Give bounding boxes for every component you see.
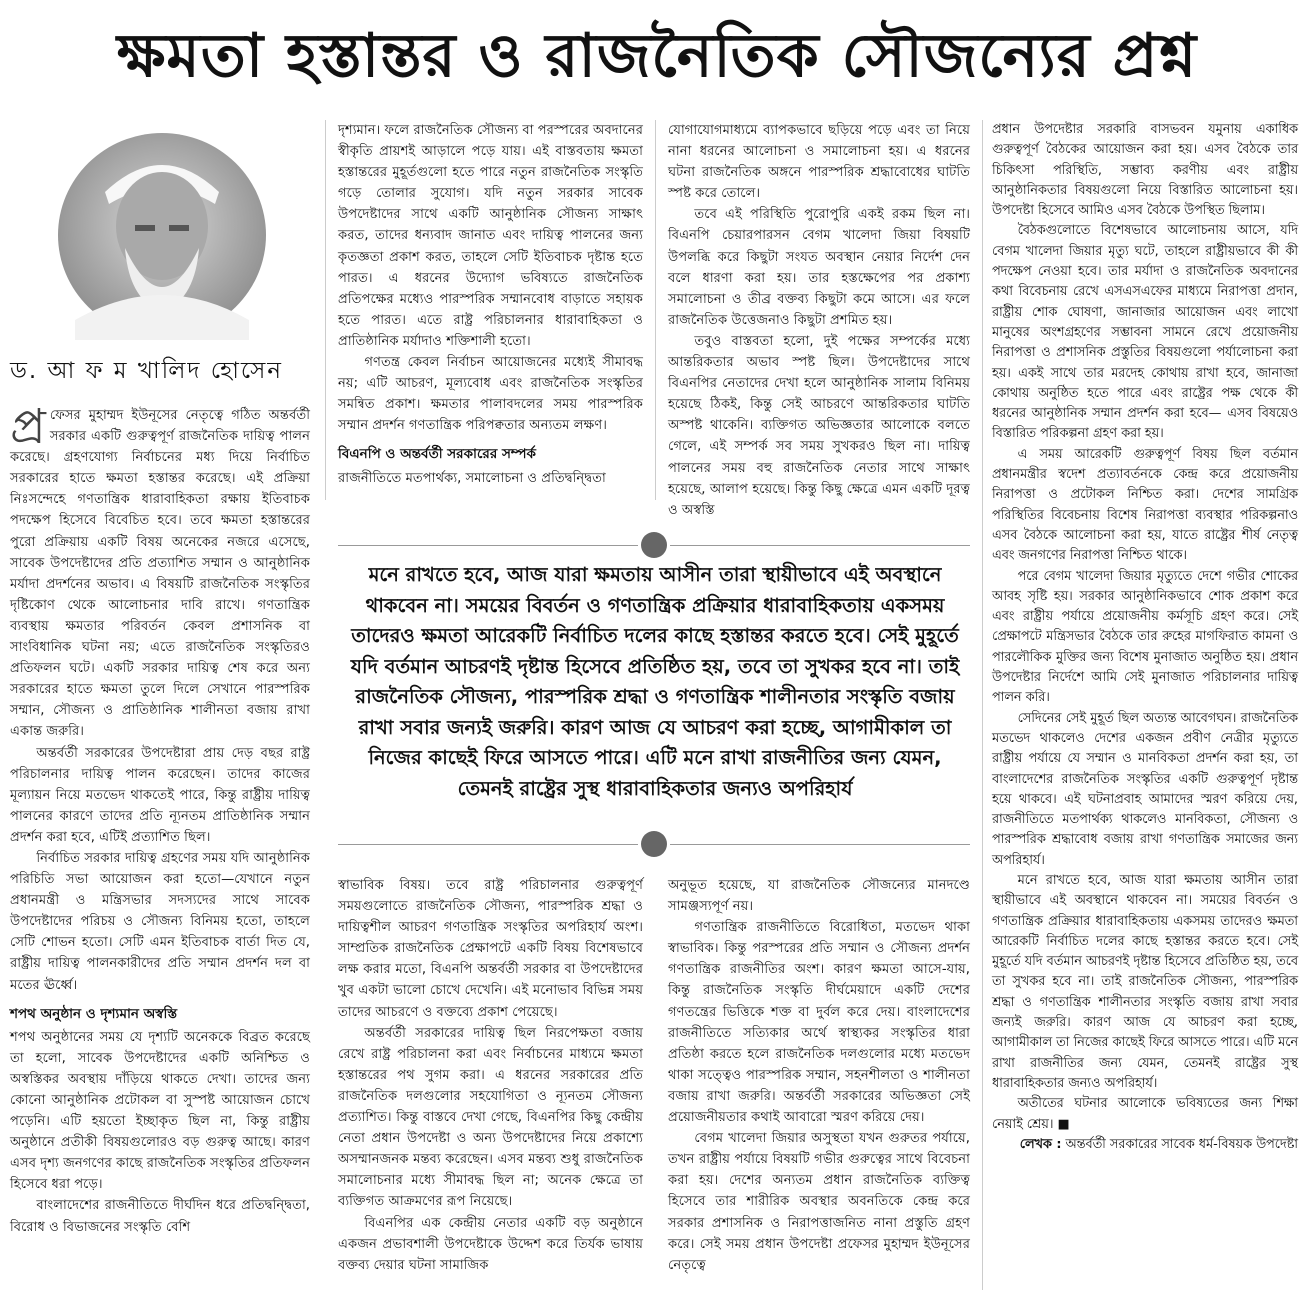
author-note <box>992 1135 1298 1155</box>
paragraph: গণতান্ত্রিক রাজনীতিতে বিরোধিতা, মতভেদ থাকা স্বাভাবিক। কিন্তু পরস্পরের প্রতি সম্মান ও সৌজন্য প্রদর্শন গণতান্ত্রিক রাজনীতির অংশ। কারণ ক্ষমতা আসে-যায়, কিন্তু রাজনৈতিক সংস্কৃতি দীর্ঘমেয়াদে একটি দেশের গণতন্ত্রের ভিত্তিকে শক্ত বা দুর্বল করে দেয়। বাংলাদেশের রাজনীতিতে সত্যিকার অর্থে স্বাস্থ্যকর সংস্কৃতির ধারা প্রতিষ্ঠা করতে হলে রাজনৈতিক দলগুলোর মধ্যে মতভেদ থাকা সত্ত্বেও পারস্পরিক সম্মান, সহনশীলতা ও শালীনতা বজায় রাখা জরুরি। অন্তর্বর্তী সরকারের অভিজ্ঞতা সেই প্রয়োজনীয়তার কথাই আবারো স্মরণ করিয়ে দেয়। <box>668 920 970 1126</box>
paragraph: প্রধান উপদেষ্টার সরকারি বাসভবন যমুনায় একাধিক গুরুত্বপূর্ণ বৈঠকের আয়োজন করা হয়। এসব বৈঠকে তার চিকিৎসা পরিস্থিতি, সম্ভাব্য করণীয় এবং রাষ্ট্রীয় আনুষ্ঠানিকতার বিষয়গুলো নিয়ে বিস্তারিত আলোচনা হয়। উপদেষ্টা হিসেবে আমিও এসব বৈঠকে উপস্থিত ছিলাম। <box>992 122 1298 219</box>
paragraph: অতীতের ঘটনার আলোকে ভবিষ্যতের জন্য শিক্ষা নেয়াই শ্রেয়। ■ <box>992 1096 1298 1132</box>
subheading: শপথ অনুষ্ঠান ও দৃশ্যমান অস্বস্তি <box>10 1005 178 1022</box>
author-byline: ড. আ ফ ম খালিদ হোসেন <box>10 358 284 384</box>
author-note-text: অন্তর্বর্তী সরকারের সাবেক ধর্ম-বিষয়ক উপদেষ্টা <box>1065 1136 1298 1152</box>
column-3-top <box>668 120 970 521</box>
author-photo <box>55 130 270 340</box>
paragraph: যোগাযোগমাধ্যমে ব্যাপকভাবে ছড়িয়ে পড়ে এবং তা নিয়ে নানা ধরনের আলোচনা ও সমালোচনা হয়। এ ধরনের ঘটনা রাজনৈতিক অঙ্গনে পারস্পরিক শ্রদ্ধাবোধের ঘাটতি স্পষ্ট করে তোলে। <box>668 123 970 202</box>
column-4 <box>992 120 1298 1155</box>
paragraph: বাংলাদেশের রাজনীতিতে দীর্ঘদিন ধরে প্রতিদ্বন্দ্বিতা, বিরোধ ও বিভাজনের সংস্কৃতি বেশি <box>10 1198 310 1235</box>
pullquote-rule <box>338 844 638 845</box>
paragraph: সেদিনের সেই মুহূর্ত ছিল অত্যন্ত আবেগঘন। রাজনৈতিক মতভেদ থাকলেও দেশের একজন প্রবীণ নেত্রীর মৃত্যুতে রাষ্ট্রীয় পর্যায়ে যে সম্মান ও মানবিকতা প্রদর্শন করা হয়, তা বাংলাদেশের রাজনৈতিক সংস্কৃতির একটি গুরুত্বপূর্ণ দৃষ্টান্ত হয়ে থাকবে। এই ঘটনাপ্রবাহ আমাদের স্মরণ করিয়ে দেয়, রাজনীতিতে মতপার্থক্য থাকলেও মানবিকতা, সৌজন্য ও পারস্পরিক শ্রদ্ধাবোধ বজায় রাখা গণতান্ত্রিক সমাজের জন্য অপরিহার্য। <box>992 710 1298 868</box>
paragraph: মনে রাখতে হবে, আজ যারা ক্ষমতায় আসীন তারা স্থায়ীভাবে এই অবস্থানে থাকবেন না। সময়ের বিবর্তন ও গণতান্ত্রিক প্রক্রিয়ার ধারাবাহিকতায় একসময় তাদেরও ক্ষমতা আরেকটি নির্বাচিত দলের কাছে হস্তান্তর করতে হবে। সেই মুহূর্তে যদি বর্তমান আচরণই দৃষ্টান্ত হিসেবে প্রতিষ্ঠিত হয়, তবে তা সুখকর হবে না। তাই রাজনৈতিক সৌজন্য, পারস্পরিক শ্রদ্ধা ও গণতান্ত্রিক শালীনতার সংস্কৃতি বজায় রাখা সবার জন্যই জরুরি। কারণ আজ যে আচরণ করা হচ্ছে, আগামীকাল তা নিজের কাছেই ফিরে আসতে পারে। এটি মনে রাখা রাজনীতির জন্য যেমন, তেমনই রাষ্ট্রের সুস্থ ধারাবাহিকতার জন্যও অপরিহার্য। <box>992 872 1298 1091</box>
paragraph: শপথ অনুষ্ঠানের সময় যে দৃশ্যটি অনেককে বিব্রত করেছে তা হলো, সাবেক উপদেষ্টাদের একটি অনিশ্চিত ও অস্বস্তিকর অবস্থায় দাঁড়িয়ে থাকতে দেখা। তাদের জন্য কোনো আনুষ্ঠানিক প্রটোকল বা সুস্পষ্ট আয়োজন চোখে পড়েনি। এটি হয়তো ইচ্ছাকৃত ছিল না, কিন্তু রাষ্ট্রীয় অনুষ্ঠানে প্রতীকী বিষয়গুলোরও বড় গুরুত্ব আছে। কারণ এসব দৃশ্য জনগণের কাছে রাজনৈতিক সংস্কৃতির প্রতিফলন হিসেবে ধরা পড়ে। <box>10 1029 310 1193</box>
column-rule <box>325 120 326 500</box>
paragraph: বেগম খালেদা জিয়ার অসুস্থতা যখন গুরুতর পর্যায়ে, তখন রাষ্ট্রীয় পর্যায়ে বিষয়টি গভীর গুরুত্বের সাথে বিবেচনা করা হয়। দেশের অন্যতম প্রধান রাজনৈতিক ব্যক্তিত্ব হিসেবে তার শারীরিক অবস্থার অবনতিকে কেন্দ্র করে সরকার প্রশাসনিক ও নিরাপত্তাজনিত নানা প্রস্তুতি গ্রহণ করে। সেই সময় প্রধান উপদেষ্টা প্রফেসর মুহাম্মদ ইউনূসের নেতৃত্বে <box>668 1131 970 1273</box>
paragraph: দৃশ্যমান। ফলে রাজনৈতিক সৌজন্য বা পরস্পরের অবদানের স্বীকৃতি প্রায়শই আড়ালে পড়ে যায়। এই বাস্তবতায় ক্ষমতা হস্তান্তরের মুহূর্তগুলো হতে পারে নতুন রাজনৈতিক সংস্কৃতি গড়ে তোলার সুযোগ। যদি নতুন সরকার সাবেক উপদেষ্টাদের সাথে একটি আনুষ্ঠানিক সৌজন্য সাক্ষাৎ করত, তাদের ধন্যবাদ জানাত এবং দায়িত্ব পালনের জন্য কৃতজ্ঞতা প্রকাশ করত, তাহলে সেটি ইতিবাচক দৃষ্টান্ত হতে পারত। এ ধরনের উদ্যোগ ভবিষ্যতে রাজনৈতিক প্রতিপক্ষের মধ্যেও পারস্পরিক সম্মানবোধ বাড়াতে সহায়ক হতে পারত। এতে রাষ্ট্র পরিচালনার ধারাবাহিকতা ও প্রাতিষ্ঠানিক মর্যাদাও শক্তিশালী হতো। <box>338 123 643 349</box>
subheading: বিএনপি ও অন্তর্বর্তী সরকারের সম্পর্ক <box>338 446 536 463</box>
paragraph: রাজনীতিতে মতপার্থক্য, সমালোচনা ও প্রতিদ্বন্দ্বিতা <box>338 470 606 486</box>
column-2-bottom <box>338 875 643 1276</box>
paragraph: তবে এই পরিস্থিতি পুরোপুরি একই রকম ছিল না। বিএনপি চেয়ারপারসন বেগম খালেদা জিয়া বিষয়টি উপলব্ধি করে কিছুটা সংযত অবস্থান নেয়ার নির্দেশ দেন বলে ধারণা করা হয়। তার হস্তক্ষেপের পর প্রকাশ্য সমালোচনা ও তীব্র বক্তব্য কিছুটা কমে আসে। এর ফলে রাজনৈতিক উত্তেজনাও কিছুটা প্রশমিত হয়। <box>668 207 970 328</box>
column-3-bottom <box>668 875 970 1276</box>
column-1 <box>10 399 310 1238</box>
headline: ক্ষমতা হস্তান্তর ও রাজনৈতিক সৌজন্যের প্রশ্ন <box>116 21 1198 91</box>
paragraph: বৈঠকগুলোতে বিশেষভাবে আলোচনায় আসে, যদি বেগম খালেদা জিয়ার মৃত্যু ঘটে, তাহলে রাষ্ট্রীয়ভাবে কী কী পদক্ষেপ নেওয়া হবে। তার মর্যাদা ও রাজনৈতিক অবদানের কথা বিবেচনায় রেখে এসএসএফের মাধ্যমে নিরাপত্তা প্রদান, রাষ্ট্রীয় শোক ঘোষণা, জানাজার আয়োজন এবং লাখো মানুষের অংশগ্রহণের সম্ভাবনা সামনে রেখে প্রয়োজনীয় নিরাপত্তা ও প্রশাসনিক প্রস্তুতির বিষয়গুলো পর্যালোচনা করা হয়। একই সাথে তার মরদেহ কোথায় রাখা হবে, জানাজা কোথায় অনুষ্ঠিত হতে পারে এবং রাষ্ট্রের পক্ষ থেকে কী ধরনের আনুষ্ঠানিক সম্মান প্রদর্শন করা হবে— এসব বিষয়েও বিস্তারিত পরিকল্পনা গ্রহণ করা হয়। <box>992 223 1298 442</box>
column-2-top <box>338 120 643 489</box>
paragraph: নির্বাচিত সরকার দায়িত্ব গ্রহণের সময় যদি আনুষ্ঠানিক পরিচিতি সভা আয়োজন করা হতো—যেখানে নতুন প্রধানমন্ত্রী ও মন্ত্রিসভার সদস্যদের সাথে সাবেক উপদেষ্টাদের পরিচয় ও সৌজন্য বিনিময় হতো, তাহলে সেটি শোভন হতো। সেটি এমন ইতিবাচক বার্তা দিত যে, রাষ্ট্রীয় দায়িত্ব পালনকারীদের প্রতি সম্মান প্রদর্শন দল বা মতের ঊর্ধ্বে। <box>10 850 310 993</box>
author-note-label: লেখক : <box>1019 1136 1062 1152</box>
paragraph: অন্তর্বর্তী সরকারের উপদেষ্টারা প্রায় দেড় বছর রাষ্ট্র পরিচালনার দায়িত্ব পালন করেছেন। তাদের কাজের মূল্যায়ন নিয়ে মতভেদ থাকতেই পারে, কিন্তু রাষ্ট্রীয় দায়িত্ব পালনের কারণে তাদের প্রতি ন্যূনতম প্রাতিষ্ঠানিক সম্মান প্রদর্শন করা হবে, এটিই প্রত্যাশিত ছিল। <box>10 745 310 845</box>
pullquote-dot <box>641 532 667 558</box>
paragraph: এ সময় আরেকটি গুরুত্বপূর্ণ বিষয় ছিল বর্তমান প্রধানমন্ত্রীর স্বদেশ প্রত্যাবর্তনকে কেন্দ্র করে প্রয়োজনীয় নিরাপত্তা ও প্রটোকল নিশ্চিত করা। দেশের সামগ্রিক পরিস্থিতির বিবেচনায় বিশেষ নিরাপত্তা ব্যবস্থার পরিকল্পনাও এসব বৈঠকে আলোচনা করা হয়, যাতে রাষ্ট্রের শীর্ষ নেতৃত্ব এবং জনগণের নিরাপত্তা নিশ্চিত থাকে। <box>992 446 1298 564</box>
pullquote-rule <box>670 545 970 546</box>
pullquote-rule <box>670 844 970 845</box>
paragraph: গণতন্ত্র কেবল নির্বাচন আয়োজনের মধ্যেই সীমাবদ্ধ নয়; এটি আচরণ, মূল্যবোধ এবং রাজনৈতিক সংস্কৃতির সমন্বিত প্রকাশ। ক্ষমতার পালাবদলের সময় পারস্পরিক সম্মান প্রদর্শন গণতান্ত্রিক পরিপক্বতার অন্যতম লক্ষণ। <box>338 355 643 434</box>
pull-quote: মনে রাখতে হবে, আজ যারা ক্ষমতায় আসীন তারা স্থায়ীভাবে এই অবস্থানে থাকবেন না। সময়ের বিবর্তন ও গণতান্ত্রিক প্রক্রিয়ার ধারাবাহিকতায় একসময় তাদেরও ক্ষমতা আরেকটি নির্বাচিত দলের কাছে হস্তান্তর করতে হবে। সেই মুহূর্তে যদি বর্তমান আচরণই দৃষ্টান্ত হিসেবে প্রতিষ্ঠিত হয়, তবে তা সুখকর হবে না। তাই রাজনৈতিক সৌজন্য, পারস্পরিক শ্রদ্ধা ও গণতান্ত্রিক শালীনতার সংস্কৃতি বজায় রাখা সবার জন্যই জরুরি। কারণ আজ যে আচরণ করা হচ্ছে, আগামীকাল তা নিজের কাছেই ফিরে আসতে পারে। এটি মনে রাখা রাজনীতির জন্য যেমন, তেমনই রাষ্ট্রের সুস্থ ধারাবাহিকতার জন্যও অপরিহার্য <box>350 563 960 800</box>
paragraph: অনুভূত হয়েছে, যা রাজনৈতিক সৌজন্যের মানদণ্ডে সামঞ্জস্যপূর্ণ নয়। <box>668 878 970 915</box>
dropcap: প্র <box>10 399 46 455</box>
paragraph: স্বাভাবিক বিষয়। তবে রাষ্ট্র পরিচালনার গুরুত্বপূর্ণ সময়গুলোতে রাজনৈতিক সৌজন্য, পারস্পরিক শ্রদ্ধা ও দায়িত্বশীল আচরণ গণতান্ত্রিক সংস্কৃতির অপরিহার্য অংশ। সাম্প্রতিক রাজনৈতিক প্রেক্ষাপটে একটি বিষয় বিশেষভাবে লক্ষ করার মতো, বিএনপি অন্তর্বর্তী সরকার বা উপদেষ্টাদের খুব একটা ভালো চোখে দেখেনি। এই মনোভাব বিভিন্ন সময় তাদের আচরণে ও বক্তব্যে প্রকাশ পেয়েছে। <box>338 878 643 1020</box>
column-rule <box>655 120 656 500</box>
pullquote-rule <box>338 545 638 546</box>
pullquote-dot <box>641 831 667 857</box>
paragraph: বিএনপির এক কেন্দ্রীয় নেতার একটি বড় অনুষ্ঠানে একজন প্রভাবশালী উপদেষ্টাকে উদ্দেশ করে তির্যক ভাষায় বক্তব্য দেয়ার ঘটনা সামাজিক <box>338 1215 643 1273</box>
paragraph: তবুও বাস্তবতা হলো, দুই পক্ষের সম্পর্কের মধ্যে আন্তরিকতার অভাব স্পষ্ট ছিল। উপদেষ্টাদের সাথে বিএনপির নেতাদের দেখা হলে আনুষ্ঠানিক সালাম বিনিময় হয়েছে ঠিকই, কিন্তু সেই আচরণে আন্তরিকতার ঘাটতি অস্পষ্ট থাকেনি। ব্যক্তিগত অভিজ্ঞতার আলোকে বলতে গেলে, এই সম্পর্ক সব সময় সুখকরও ছিল না। দায়িত্ব পালনের সময় বহু রাজনৈতিক নেতার সাথে সাক্ষাৎ হয়েছে, আলাপ হয়েছে। কিন্তু কিছু ক্ষেত্রে এমন একটি দূরত্ব ও অস্বস্তি <box>668 333 970 518</box>
lead-paragraph: প্র ফেসর মুহাম্মদ ইউনূসের নেতৃত্বে গঠিত অন্তর্বর্তী সরকার একটি গুরুত্বপূর্ণ রাজনৈতিক দায়িত্ব পালন করেছে। গ্রহণযোগ্য নির্বাচনের মধ্য দিয়ে নির্বাচিত সরকারের হাতে ক্ষমতা হস্তান্তর করেছে। এই প্রক্রিয়া নিঃসন্দেহে গণতান্ত্রিক ধারাবাহিকতা রক্ষায় ইতিবাচক পদক্ষেপ হিসেবে বিবেচিত হবে। তবে ক্ষমতা হস্তান্তরের পুরো প্রক্রিয়ায় একটি বিষয় অনেকের নজরে এসেছে, সাবেক উপদেষ্টাদের প্রতি প্রত্যাশিত সম্মান ও আনুষ্ঠানিক মর্যাদা প্রদর্শনের অভাব। এ বিষয়টি রাজনৈতিক সংস্কৃতির দৃষ্টিকোণ থেকে আলোচনার দাবি রাখে। গণতান্ত্রিক ব্যবস্থায় ক্ষমতার পরিবর্তন কেবল প্রশাসনিক বা সাংবিধানিক ঘটনা নয়; এতে রাজনৈতিক সংস্কৃতিরও প্রতিফলন ঘটে। একটি সরকার দায়িত্ব শেষ করে অন্য সরকারের হাতে ক্ষমতা তুলে দিলে সেখানে পারস্পরিক সম্মান, সৌজন্য ও প্রাতিষ্ঠানিক শালীনতা বজায় রাখা একান্ত জরুরি। <box>10 399 310 740</box>
paragraph: পরে বেগম খালেদা জিয়ার মৃত্যুতে দেশে গভীর শোকের আবহ সৃষ্টি হয়। সরকার আনুষ্ঠানিকভাবে শোক প্রকাশ করে এবং রাষ্ট্রীয় পর্যায়ে প্রয়োজনীয় কর্মসূচি গ্রহণ করে। সেই প্রেক্ষাপটে মন্ত্রিসভার বৈঠকে তার রুহের মাগফিরাত কামনা ও পারলৌকিক মুক্তির জন্য বিশেষ মুনাজাত অনুষ্ঠিত হয়। প্রধান উপদেষ্টার নির্দেশে আমি সেই মুনাজাত পরিচালনার দায়িত্ব পালন করি। <box>992 568 1298 706</box>
column-rule <box>982 120 983 1290</box>
paragraph: অন্তর্বর্তী সরকারের দায়িত্ব ছিল নিরপেক্ষতা বজায় রেখে রাষ্ট্র পরিচালনা করা এবং নির্বাচনের মাধ্যমে ক্ষমতা হস্তান্তরের পথ সুগম করা। এ ধরনের সরকারের প্রতি রাজনৈতিক দলগুলোর সহযোগিতা ও ন্যূনতম সৌজন্য প্রত্যাশিত। কিন্তু বাস্তবে দেখা গেছে, বিএনপির কিছু কেন্দ্রীয় নেতা প্রধান উপদেষ্টা ও অন্য উপদেষ্টাদের নিয়ে প্রকাশ্যে অসম্মানজনক মন্তব্য করেছেন। এসব মন্তব্য শুধু রাজনৈতিক সমালোচনার মধ্যে সীমাবদ্ধ ছিল না; অনেক ক্ষেত্রে তা ব্যক্তিগত আক্রমণের রূপ নিয়েছে। <box>338 1025 643 1210</box>
